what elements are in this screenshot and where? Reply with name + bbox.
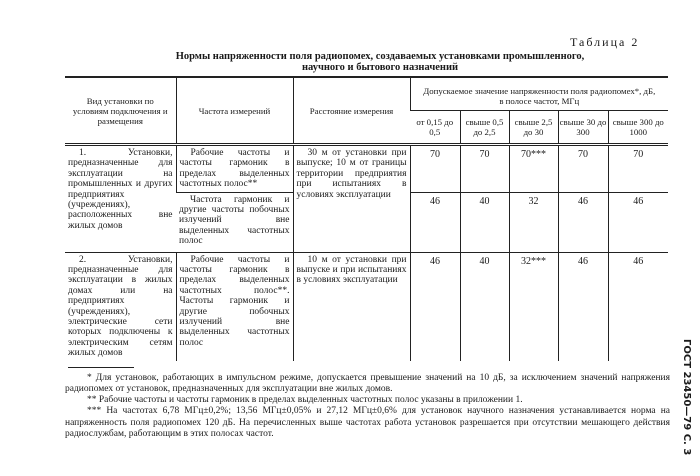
- row1-value: 70***: [509, 145, 558, 193]
- table-title-line1: Нормы напряженности поля радиопомех, создаваемых установками промышленного,: [175, 51, 585, 62]
- row1-freq-1: Рабочие частоты и частоты гармоник в пределах выделенных частотных полос**: [176, 145, 293, 193]
- table-title-line2: научного и бытового назначений: [301, 62, 459, 73]
- row2-freq: Рабочие частоты и частоты гармоник в пределах выделенных частотных полос**. Частоты гармоник и другие побочных излучений вне выделенных частотных полос: [176, 252, 293, 361]
- row1-value: 46: [608, 192, 668, 252]
- row1-freq-2: Частота гармоник и другие частоты побочных излучений вне выделенных частотных полос: [176, 192, 293, 252]
- row1-value: 46: [558, 192, 608, 252]
- row2-value: 40: [460, 252, 509, 361]
- footnote-3: *** На частотах 6,78 МГц±0,2%; 13,56 МГц±0,05% и 27,12 МГц±0,6% для установок научного назначения устанавливается норма на напряженность поля радиопомех 120 дБ. На перечисленных выше частотах работа установок разрешается при отсутствии мешающего действия радиослужбам, работающим в этих полосах частот.: [65, 406, 670, 439]
- row1-value: 70: [410, 145, 460, 193]
- row2-value: 46: [608, 252, 668, 361]
- footnote-rule: [68, 367, 134, 368]
- header-type: Вид установки по условиям подключения и размещения: [65, 77, 176, 145]
- footnote-1: * Для установок, работающих в импульсном режиме, допускается превышение значений на 10 дБ, за исключением значений напряжения радиопомех от установок, предназначенных для эксплуатации вне жилых домов.: [65, 372, 670, 394]
- row2-type: 2. Установки, предназначенные для эксплуатации в жилых домах или на предприятиях (учреждениях), электрические сети которых подключены к электрическим сетям жилых домов: [68, 254, 173, 359]
- table-container: [65, 76, 670, 440]
- row1-value: 32: [509, 192, 558, 252]
- row1-distance: 30 м от установки при выпуске; 10 м от границы территории предприятия при испытаниях в условиях эксплуатации: [293, 145, 410, 253]
- norms-table: [65, 76, 668, 361]
- row1-value: 70: [558, 145, 608, 193]
- header-band: свыше 30 до 300: [558, 111, 608, 145]
- header-frequency: Частота измерений: [176, 77, 293, 145]
- row1-value: 40: [460, 192, 509, 252]
- row2-value: 46: [410, 252, 460, 361]
- row1-value: 70: [608, 145, 668, 193]
- side-page-label: ГОСТ 23450—79 С. 3: [681, 339, 692, 456]
- row1-value: 46: [410, 192, 460, 252]
- header-band: свыше 2,5 до 30: [509, 111, 558, 145]
- header-band: свыше 0,5 до 2,5: [460, 111, 509, 145]
- footnotes: [65, 367, 670, 440]
- table-label: Таблица 2: [570, 35, 640, 49]
- header-limit: Допускаемое значение напряженности поля радиопомех*, дБ, в полосе частот, МГц: [410, 77, 668, 111]
- row1-value: 70: [460, 145, 509, 193]
- header-band: от 0,15 до 0,5: [410, 111, 460, 145]
- row2-value: 32***: [509, 252, 558, 361]
- header-band: свыше 300 до 1000: [608, 111, 668, 145]
- header-distance: Расстояние измерения: [293, 77, 410, 145]
- footnote-2: ** Рабочие частоты и частоты гармоник в пределах выделенных частотных полос указаны в приложении 1.: [87, 395, 523, 406]
- row2-value: 46: [558, 252, 608, 361]
- row1-type: 1. Установки, предназначенные для эксплуатации на промышленных и других предприятиях (учреждениях), расположенных вне жилых домов: [65, 145, 176, 253]
- row2-distance: 10 м от установки при выпуске и при испытаниях в условиях эксплуатации: [293, 252, 410, 361]
